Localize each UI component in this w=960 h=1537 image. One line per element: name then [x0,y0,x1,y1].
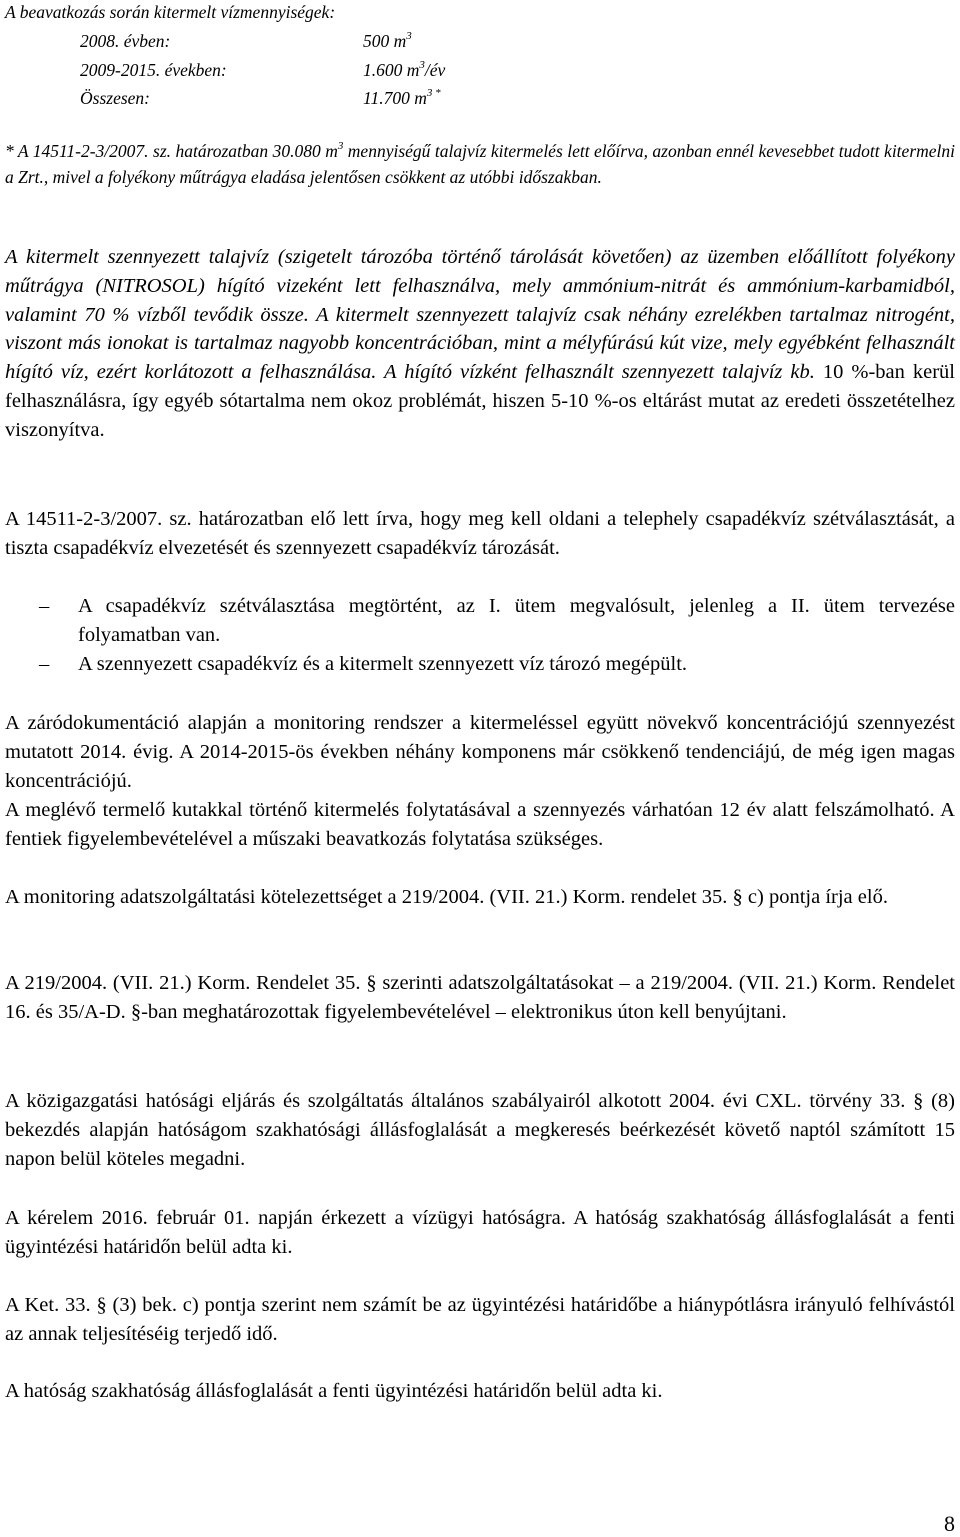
page-number: 8 [944,1511,955,1536]
dash-bullet: – [39,595,50,617]
paragraph-rendelet: A 219/2004. (VII. 21.) Korm. Rendelet 35. § szerinti adatszolgáltatásokat – a 219/2004. (VII. 21.) Korm. Rendelet 16. és 35/A-D. §-ban meghatározottak figyelembevételével – elektronikus úton kell benyújtani. [5,972,955,1023]
dash-bullet: – [39,653,50,675]
volume-value: 500 $m^3$ [363,30,412,51]
paragraph-kitermelt: A kitermelt szennyezett talajvíz (szigetelt tározóba történő tárolását követően) az üzemben előállított folyékony műtrágya (NITROSOL) hígító vizeként lett felhasználva, mely ammónium-nitrát és ammónium-karbamidból, valamint 70 % vízből tevődik össze. A kitermelt szennyezett talajvíz csak néhány ezrelékben tartalmaz nitrogént, viszont más ionokat is tartalmaz nagyobb koncentrációban, mint a mélyfúrású kút vize, mely egyébként felhasznált hígító víz, ezért korlátozott a felhasználása. A hígító vízként felhasznált szennyezett talajvíz kb. 10 %-ban kerül felhasználásra, így egyéb sótartalma nem okoz problémát, hiszen 5-10 %-os eltárást mutat az eredeti összetételhez viszonyítva. [5,246,956,441]
dash-list [5,592,955,679]
paragraph-monitoring: A monitoring adatszolgáltatási kötelezettséget a 219/2004. (VII. 21.) Korm. rendelet 35. § c) pontja írja elő. [5,886,888,908]
volume-value: 1.600 $m^3/év$ [363,59,446,80]
volumes-title: A beavatkozás során kitermelt vízmennyiségek: [5,2,336,22]
volumes-footnote: * A 14511-2-3/2007. sz. határozatban 30.080 $m^3$ mennyiségű talajvíz kitermelés lett előírva, azonban ennél kevesebbet tudott kitermelni a Zrt., mivel a folyékony műtrágya eladása jelentősen csökkent az utóbbi időszakban. [5,140,956,187]
paragraph-final: A hatóság szakhatóság állásfoglalását a fenti ügyintézési határidőn belül adta ki. [5,1380,663,1402]
volume-label: Összesen: [80,88,150,108]
paragraph-kerelem: A kérelem 2016. február 01. napján érkezett a vízügyi hatóságra. A hatóság szakhatóság állásfoglalását a fenti ügyintézési határidőn belül adta ki. [5,1207,955,1258]
list-item: – A csapadékvíz szétválasztása megtörtént, az I. ütem megvalósult, jelenleg a II. ütem tervezése folyamatban van. [5,592,955,650]
paragraph-zarodokumentacio: A záródokumentáció alapján a monitoring rendszer a kitermeléssel együtt növekvő koncentrációjú szennyezést mutatott 2014. évig. A 2014-2015-ös években néhány komponens már csökkenő tendenciájú, de még igen magas koncentrációjú. [5,712,955,792]
paragraph-ket: A Ket. 33. § (3) bek. c) pontja szerint nem számít be az ügyintézési határidőbe a hiánypótlásra irányuló felhívástól az annak teljesítéséig terjedő idő. [5,1294,955,1345]
paragraph-kozigazgatasi: A közigazgatási hatósági eljárás és szolgáltatás általános szabályairól alkotott 2004. évi CXL. törvény 33. § (8) bekezdés alapján hatóságom szakhatósági állásfoglalását a megkeresés beérkezését követő naptól számított 15 napon belül köteles megadni. [5,1090,955,1170]
volume-label: 2008. évben: [80,31,171,51]
paragraph-hatarozat: A 14511-2-3/2007. sz. határozatban elő lett írva, hogy meg kell oldani a telephely csapadékvíz szétválasztását, a tiszta csapadékvíz elvezetését és szennyezett csapadékvíz tározását. [5,508,955,559]
list-item: – A szennyezett csapadékvíz és a kitermelt szennyezett víz tározó megépült. [5,650,955,679]
volume-label: 2009-2015. években: [80,60,227,80]
volume-value: 11.700 $m^{3 *}$ [363,87,441,108]
paragraph-meglevo: A meglévő termelő kutakkal történő kitermelés folytatásával a szennyezés várhatóan 12 év alatt felszámolható. A fentiek figyelembevételével a műszaki beavatkozás folytatása szükséges. [5,799,955,850]
